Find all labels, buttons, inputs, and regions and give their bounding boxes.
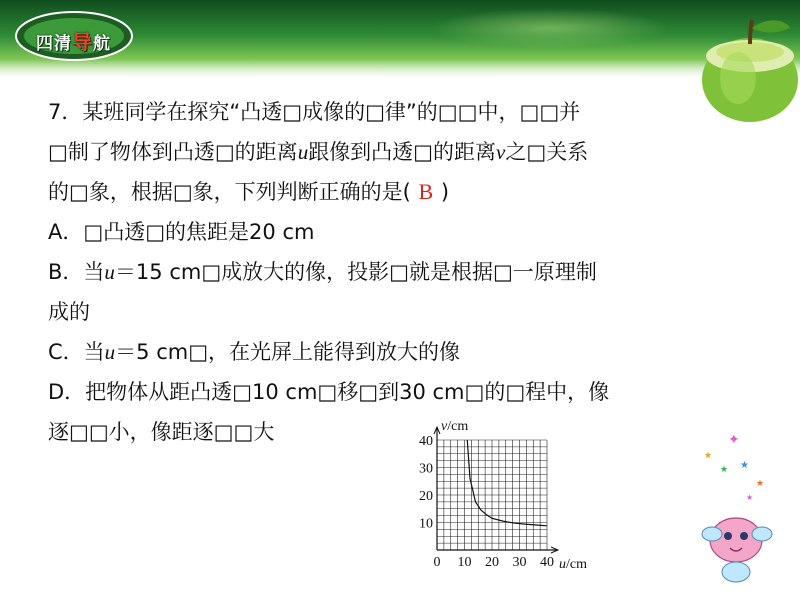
x-tick-label: 30 [512,555,527,570]
logo-text: 四清导航 [36,30,111,54]
svg-text:✦: ✦ [728,432,740,448]
graph-labels [419,419,587,572]
question-block [48,92,748,452]
y-tick-label: 10 [419,516,433,532]
graph-grid [437,440,547,550]
svg-text:★: ★ [746,493,754,502]
u-v-graph [405,419,605,580]
question-line-2: □制了物体到凸透□的距离u跟像到凸透□的距离v之□关系 [48,140,589,164]
answer-label: B [418,179,434,204]
question-line-3: 的□象，根据□象，下列判断正确的是( B ) [48,172,748,212]
mascot-decoration [700,430,790,590]
option-c: C．当u＝5 cm□，在光屏上能得到放大的像 [48,340,461,364]
variable-v: v [496,140,506,164]
svg-text:★: ★ [704,451,713,461]
graph-curve [467,440,547,526]
sparkle-stars-icon [704,432,764,502]
question-line-1: 7．某班同学在探究“凸透□成像的□律”的□□中，□□并 [48,100,581,124]
option-b-continued: 成的 [48,300,90,324]
svg-text:★: ★ [720,465,729,475]
graph-axes [434,427,558,553]
y-tick-label: 30 [419,461,433,477]
option-b: B．当u＝15 cm□成放大的像，投影□就是根据□一原理制 [48,260,597,284]
logo-badge [14,6,134,64]
y-axis-label: v/cm [441,419,469,434]
x-tick-label: 10 [457,555,472,570]
option-d: D．把物体从距凸透□10 cm□移□到30 cm□的□程中，像 [48,380,610,404]
option-a: A．□凸透□的焦距是20 cm [48,220,315,244]
y-tick-label: 40 [419,434,433,449]
variable-u: u [297,140,309,164]
y-tick-label: 20 [419,489,433,504]
option-d-continued: 逐□□小，像距逐□□大 [48,420,275,444]
cartoon-character-icon [702,518,772,582]
x-tick-label: 20 [485,555,499,570]
header-fade [0,60,800,90]
svg-text:★: ★ [740,460,749,471]
x-axis-label: u/cm [559,557,587,572]
header-leaf-decoration [430,8,670,48]
svg-text:★: ★ [756,479,765,489]
x-tick-label: 0 [433,555,441,570]
x-tick-label: 40 [540,555,554,570]
